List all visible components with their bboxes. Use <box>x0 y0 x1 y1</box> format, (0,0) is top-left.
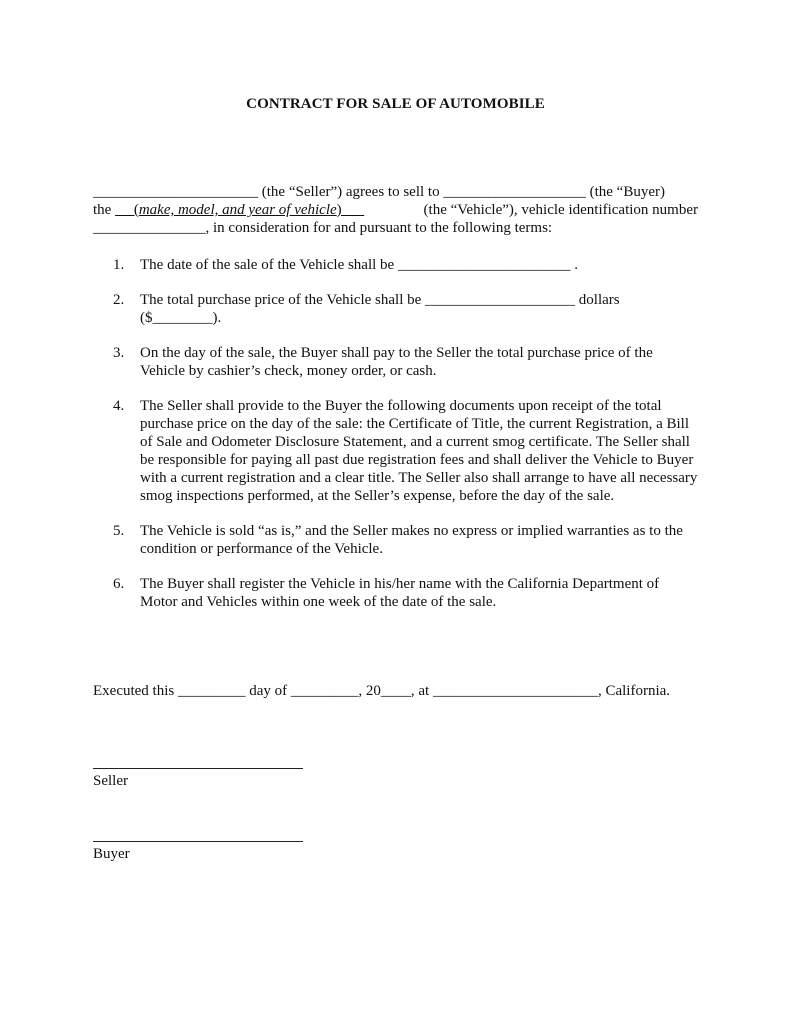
term-number: 2. <box>113 292 125 308</box>
vehicle-blank-close: ) <box>336 202 365 218</box>
term-item-4 <box>113 397 698 505</box>
term-text: The total purchase price of the Vehicle shall be ____________________ dollars ($________). <box>140 292 620 326</box>
intro-paragraph <box>93 183 698 237</box>
intro-text-terms: , in consideration for and pursuant to the following terms: <box>205 220 553 236</box>
intro-text-vehicle: (the “Vehicle”), vehicle identification number <box>423 202 698 218</box>
buyer-name-blank: ___________________ <box>443 184 586 200</box>
term-text: On the day of the sale, the Buyer shall pay to the Seller the total purchase price of the Vehicle by cashier’s check, money order, or cash. <box>140 345 653 379</box>
term-number: 5. <box>113 523 125 539</box>
buyer-signature-label: Buyer <box>93 846 130 862</box>
term-text: The Buyer shall register the Vehicle in his/her name with the California Department of Motor and Vehicles within one week of the date of the sale. <box>140 576 660 610</box>
term-number: 6. <box>113 576 125 592</box>
term-text: The Seller shall provide to the Buyer the following documents upon receipt of the total purchase price on the day of the sale: the Certificate of Title, the current Registration, a Bill of Sale and Odometer Disclosure Statement, and a current smog certificate. The Seller shall be responsible for paying all past due registration fees and shall deliver the Vehicle to Buyer with a current registration and a clear title. The Seller also shall arrange to have all necessary smog inspections performed, at the Seller’s expense, before the day of the sale. <box>140 398 698 504</box>
seller-name-blank: ______________________ <box>93 184 258 200</box>
document-title: CONTRACT FOR SALE OF AUTOMOBILE <box>246 96 545 112</box>
intro-line-1 <box>93 183 698 201</box>
term-item-1 <box>113 256 698 274</box>
seller-signature-label: Seller <box>93 773 128 789</box>
term-text: The date of the sale of the Vehicle shall be _______________________ . <box>140 257 578 273</box>
term-item-5 <box>113 522 698 558</box>
buyer-signature-line <box>93 841 303 842</box>
term-item-6 <box>113 575 698 611</box>
intro-text-seller: (the “Seller”) agrees to sell to <box>258 184 444 200</box>
intro-line-2 <box>93 201 698 219</box>
execution-line: Executed this _________ day of _________, 20____, at ______________________, California. <box>93 683 671 699</box>
terms-list <box>113 256 698 628</box>
seller-signature-line <box>93 768 303 769</box>
intro-line-3 <box>93 219 698 237</box>
term-item-2 <box>113 291 698 327</box>
term-item-3 <box>113 344 698 380</box>
term-number: 3. <box>113 345 125 361</box>
vehicle-blank-open: ( <box>115 202 139 218</box>
intro-text-buyer: (the “Buyer) <box>585 184 665 200</box>
vehicle-description-blank <box>115 202 364 218</box>
intro-text-the: the <box>93 202 116 218</box>
vehicle-description-group <box>93 201 364 219</box>
term-number: 1. <box>113 257 125 273</box>
vin-blank: _______________ <box>93 220 206 236</box>
term-number: 4. <box>113 398 125 414</box>
vehicle-blank-hint: make, model, and year of vehicle <box>138 202 337 218</box>
term-text: The Vehicle is sold “as is,” and the Seller makes no express or implied warranties as to the condition or performance of the Vehicle. <box>140 523 683 557</box>
